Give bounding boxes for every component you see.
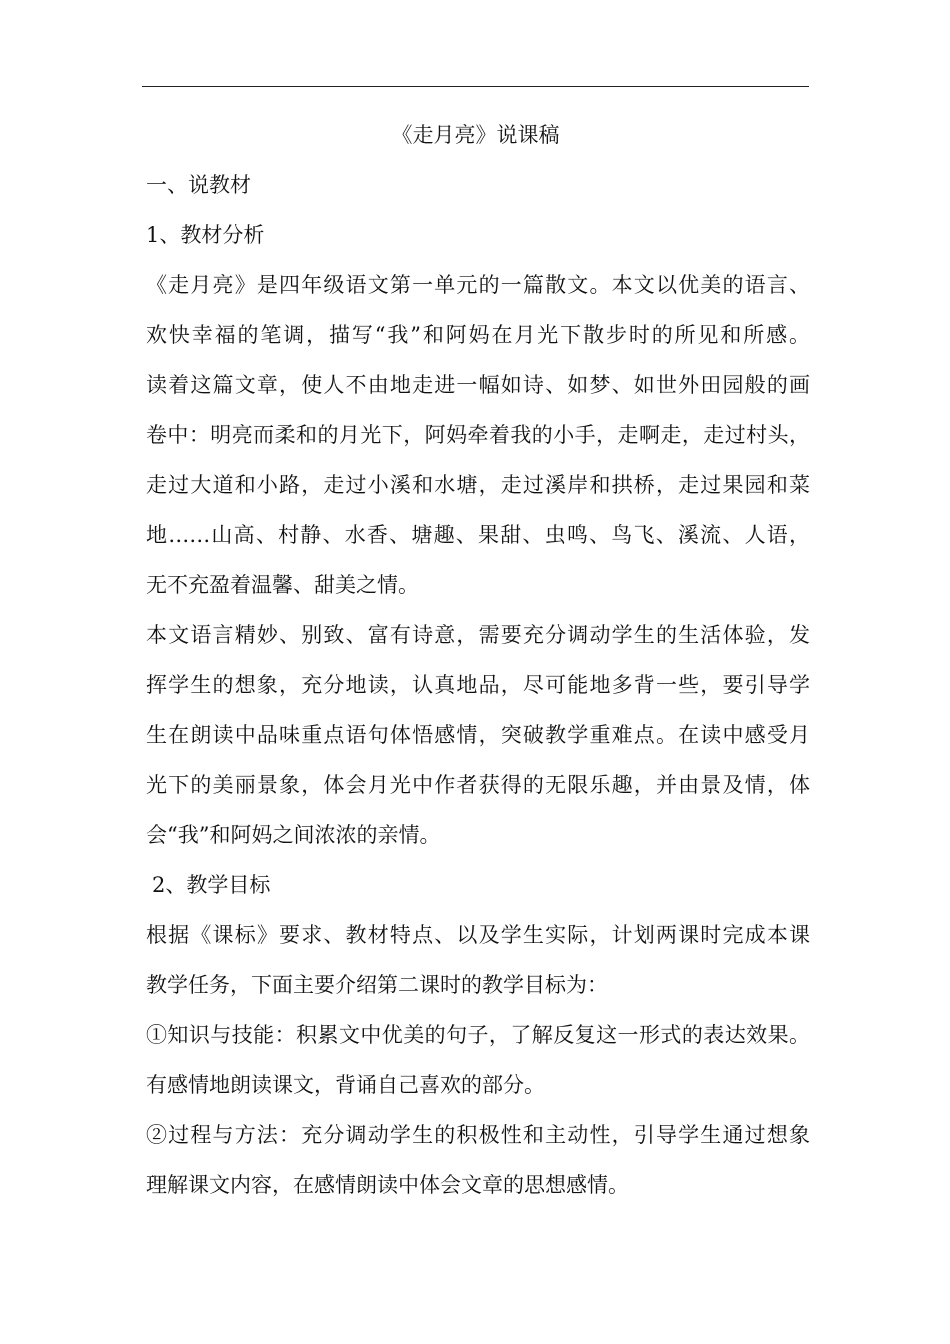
paragraph-1-line-4: 卷中：明亮而柔和的月光下，阿妈牵着我的小手，走啊走，走过村头， <box>146 423 810 447</box>
document-title: 《走月亮》说课稿 <box>391 123 560 147</box>
goal-2-line-2: 理解课文内容，在感情朗读中体会文章的思想感情。 <box>146 1173 629 1197</box>
paragraph-3-line-1: 根据《课标》要求、教材特点、以及学生实际，计划两课时完成本课 <box>146 923 810 947</box>
goal-1-line-1: ①知识与技能：积累文中优美的句子，了解反复这一形式的表达效果。 <box>146 1023 810 1047</box>
paragraph-1-line-2: 欢快幸福的笔调，描写“我”和阿妈在月光下散步时的所见和所感。 <box>146 323 810 347</box>
paragraph-2-line-5: 会“我”和阿妈之间浓浓的亲情。 <box>146 823 441 847</box>
header-rule <box>142 86 809 87</box>
subsection-heading-1: 1、教材分析 <box>146 223 265 247</box>
goal-1-line-2: 有感情地朗读课文，背诵自己喜欢的部分。 <box>146 1073 545 1097</box>
section-heading-1: 一、说教材 <box>146 173 251 197</box>
paragraph-1-line-5: 走过大道和小路，走过小溪和水塘，走过溪岸和拱桥，走过果园和菜 <box>146 473 810 497</box>
paragraph-2-line-3: 生在朗读中品味重点语句体悟感情，突破教学重难点。在读中感受月 <box>146 723 810 747</box>
paragraph-1-line-1: 《走月亮》是四年级语文第一单元的一篇散文。本文以优美的语言、 <box>146 273 810 297</box>
paragraph-1-line-7: 无不充盈着温馨、甜美之情。 <box>146 573 419 597</box>
paragraph-1-line-6: 地……山高、村静、水香、塘趣、果甜、虫鸣、鸟飞、溪流、人语， <box>146 523 810 547</box>
paragraph-3-line-2: 教学任务，下面主要介绍第二课时的教学目标为： <box>146 973 608 997</box>
paragraph-1-line-3: 读着这篇文章，使人不由地走进一幅如诗、如梦、如世外田园般的画 <box>146 373 810 397</box>
paragraph-2-line-4: 光下的美丽景象，体会月光中作者获得的无限乐趣，并由景及情，体 <box>146 773 810 797</box>
paragraph-2-line-1: 本文语言精妙、别致、富有诗意，需要充分调动学生的生活体验，发 <box>146 623 810 647</box>
subsection-heading-2: 2、教学目标 <box>152 873 271 897</box>
paragraph-2-line-2: 挥学生的想象，充分地读，认真地品，尽可能地多背一些，要引导学 <box>146 673 810 697</box>
goal-2-line-1: ②过程与方法：充分调动学生的积极性和主动性，引导学生通过想象 <box>146 1123 810 1147</box>
